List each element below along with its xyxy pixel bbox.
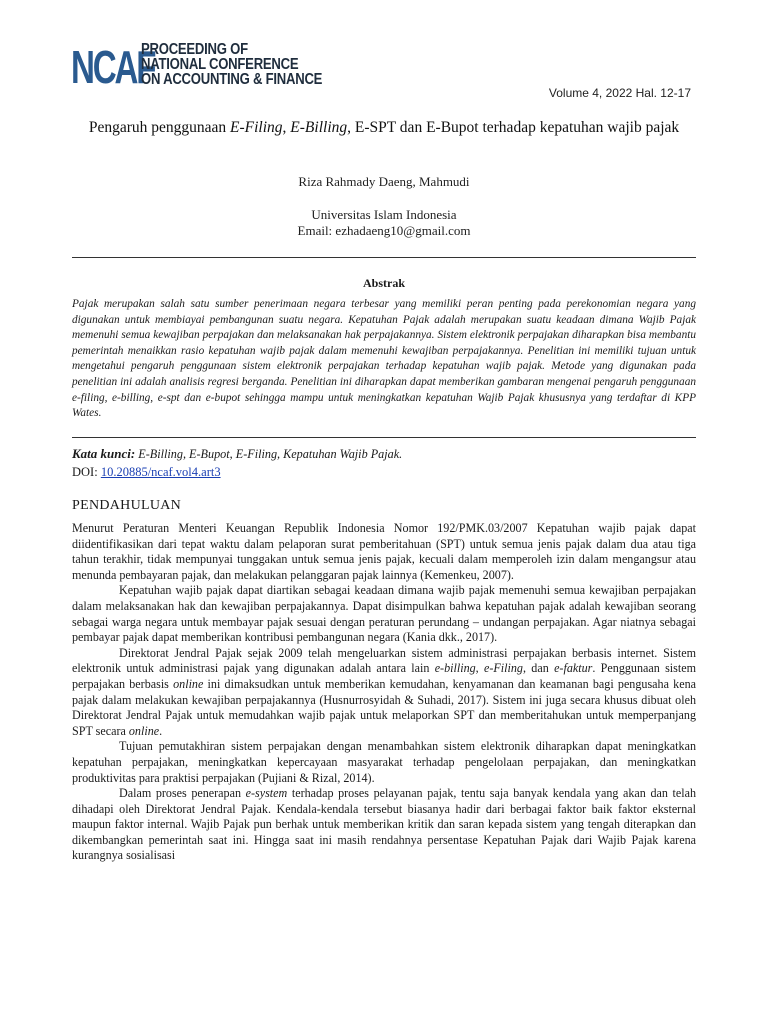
paragraph-1: Menurut Peraturan Menteri Keuangan Republik Indonesia Nomor 192/PMK.03/2007 Kepatuhan wajib pajak dapat diidentifikasikan dari tepat waktu dalam pelaporan surat pemberitahuan (SPT) untuk semua jenis pajak dalam dua atau tiga tahun terakhir, tidak mempunyai tunggakan untuk semua jenis pajak, kecuali dalam memperoleh izin dalam mengangsur atau menunda pembayaran pajak, dan melakukan pelanggaran pajak lainnya (Kemenkeu, 2007). xyxy=(72,521,696,582)
p3-online-2: online xyxy=(128,723,160,738)
p3-text-c: , dan xyxy=(522,661,555,676)
title-ebilling: E-Billing xyxy=(290,119,348,136)
keywords xyxy=(72,446,696,462)
doi xyxy=(72,465,221,480)
paragraph-2: Kepatuhan wajib pajak dapat diartikan sebagai keadaan dimana wajib pajak memenuhi semua kewajiban perpajakan dalam melaksanakan hak dan kewajiban perpajakannya. Dapat disimpulkan bahwa kepatuhan pajak adalah kewajiban seorang sebagai warga negara untuk membayar pajak sesuai dengan peraturan perundang – undangan perpajakan. Agar niatnya sebagai pembayar pajak dapat memberikan kontribusi pembangunan negara (Kania dkk., 2017). xyxy=(72,583,696,645)
p3-online: online xyxy=(173,676,204,691)
title-part-2: , E-SPT dan E-Bupot terhadap kepatuhan wajib pajak xyxy=(347,119,680,136)
p5-esystem: e-system xyxy=(245,786,288,801)
logo-line-2: NATIONAL CONFERENCE xyxy=(141,56,299,73)
logo-mark: NCAF xyxy=(71,41,155,93)
authors: Riza Rahmady Daeng, Mahmudi xyxy=(298,174,470,189)
affiliation: Universitas Islam Indonesia xyxy=(311,207,457,222)
keywords-label: Kata kunci: xyxy=(72,446,136,461)
keywords-value: E-Billing, E-Bupot, E-Filing, Kepatuhan Wajib Pajak. xyxy=(135,447,403,461)
logo-line-3: ON ACCOUNTING & FINANCE xyxy=(141,71,323,88)
paper-title xyxy=(72,118,696,138)
paragraph-3 xyxy=(72,646,696,740)
p3-text-f: . xyxy=(159,723,163,738)
section-body xyxy=(72,521,696,864)
p3-ebilling: e-billing xyxy=(434,661,476,676)
logo-text xyxy=(141,42,322,87)
email: Email: ezhadaeng10@gmail.com xyxy=(297,223,471,238)
divider-bottom xyxy=(72,437,696,438)
abstract-heading: Abstrak xyxy=(362,276,405,290)
title-sep: , xyxy=(282,119,291,136)
abstract-text: Pajak merupakan salah satu sumber penerimaan negara terbesar yang memiliki peran penting pada perekonomian negara yang digunakan untuk membiayai pembangunan suatu negara. Kepatuhan Pajak adalah merupakan suatu keadaan dimana Wajib Pajak memenuhi semua kewajiban perpajakan dan melaksanakan hak perpajakannya. Sistem elektronik perpajakan diharapkan bisa membantu pemerintah menaikkan rasio kepatuhan wajib pajak dalam memenuhi kewajiban perpajakannya. Penelitian ini memiliki tujuan untuk mengetahui pengaruh penggunaan sistem elektronik perpajakan terhadap kepatuhan wajib pajak. Metode yang digunakan pada penelitian ini adalah analisis regresi berganda. Penelitian ini diharapkan dapat memberikan gambaran mengenai pengaruh penggunaan e-filing, e-billing, e-spt dan e-bupot sehingga mampu untuk meningkatkan kepatuhan Wajib Pajak khususnya yang terdaftar di KPP Wates. xyxy=(72,298,696,420)
divider-top xyxy=(72,257,696,258)
paragraph-4: Tujuan pemutakhiran sistem perpajakan dengan menambahkan sistem elektronik diharapkan dapat meningkatkan kepatuhan perpajakan, meningkatkan kepercayaan masyarakat terhadap pengelolaan perpajakan, dan meningkatkan produktivitas para praktisi perpajakan (Pujiani & Rizal, 2014). xyxy=(72,739,696,785)
p3-text-b: , xyxy=(475,661,484,676)
section-heading: PENDAHULUAN xyxy=(72,498,182,513)
p5-text-a: Dalam proses penerapan xyxy=(119,786,246,801)
ncaf-logo xyxy=(71,42,362,100)
p3-efiling: e-Filing xyxy=(484,661,523,676)
title-part-1: Pengaruh penggunaan xyxy=(88,119,231,136)
logo-line-1: PROCEEDING OF xyxy=(141,41,248,58)
p3-text-e: ini dimaksudkan untuk memberikan kemudahan, kenyamanan dan keamanan bagi pengusaha kena pajak dalam melakukan kewajiban perpajakannya (Husnurrosyidah & Suhadi, 2017). Sistem ini juga secara khusus dibuat oleh Direktorat Jendral Pajak untuk memudahkan wajib pajak untuk melaporkan SPT dan memberitahukan untuk memperpanjang SPT secara xyxy=(72,676,696,738)
title-efiling: E-Filing xyxy=(230,119,283,136)
p3-efaktur: e-faktur xyxy=(554,661,593,676)
p3-text-d: . Penggunaan sistem perpajakan berbasis xyxy=(72,661,696,691)
doi-label: DOI: xyxy=(72,465,101,479)
volume-info: Volume 4, 2022 Hal. 12-17 xyxy=(548,86,691,100)
doi-link[interactable]: 10.20885/ncaf.vol4.art3 xyxy=(100,465,221,479)
paragraph-5 xyxy=(72,786,696,864)
p5-text-b: terhadap proses pelayanan pajak, tentu saja banyak kendala yang akan dan telah dihadapi oleh Direktorat Jendral Pajak. Kendala-kendala tersebut biasanya hadir dari berbagai faktor baik faktor eksternal maupun faktor internal. Wajib Pajak pun berhak untuk memberikan kritik dan saran kepada sistem yang tengah diterapkan dan dikembangkan pemerintah saat ini. Hingga saat ini masih rendahnya persentase Kepatuhan Pajak dari Wajib Pajak karena kurangnya sosialisasi xyxy=(72,786,696,863)
p3-text-a: Direktorat Jendral Pajak sejak 2009 telah mengeluarkan sistem administrasi perpajakan berbasis internet. Sistem elektronik untuk administrasi pajak yang digunakan adalah antara lain xyxy=(72,645,696,676)
